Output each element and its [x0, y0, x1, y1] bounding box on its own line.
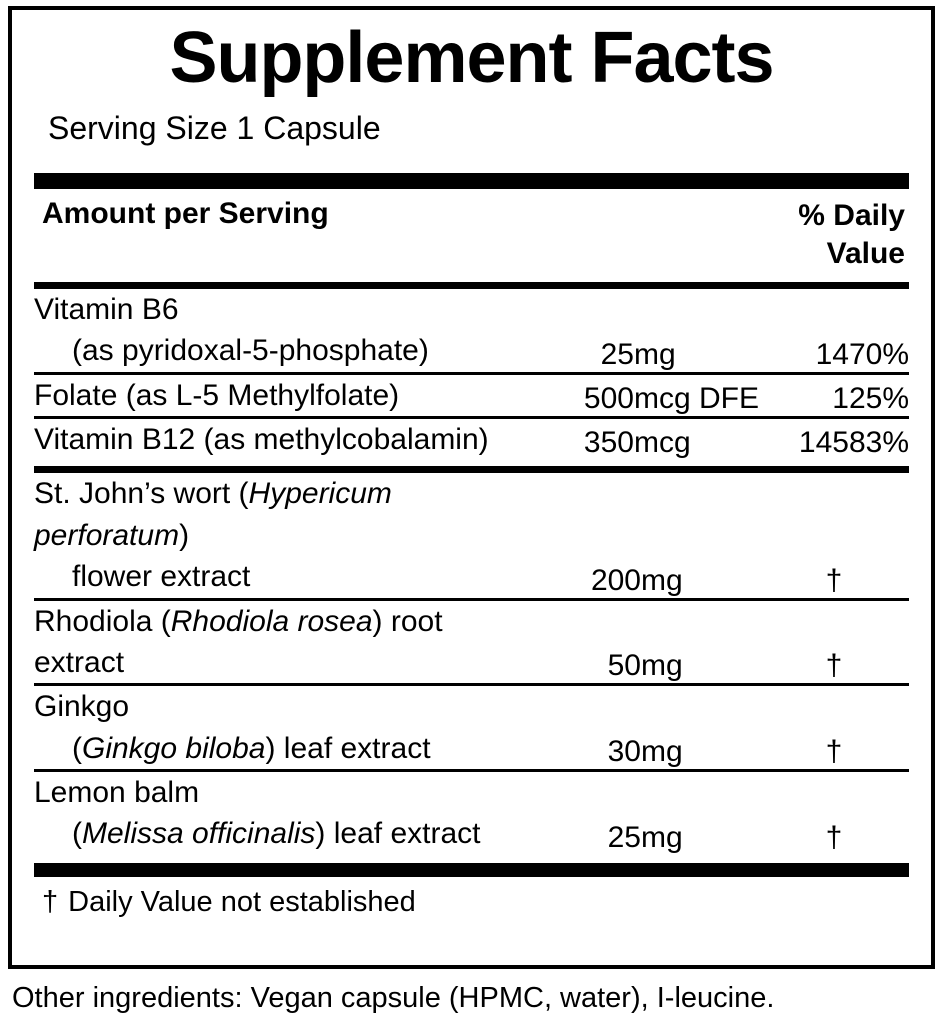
table-row	[34, 417, 909, 460]
nutrient-name-cell	[34, 289, 524, 373]
footnote-symbol: †	[42, 885, 59, 918]
nutrient-daily-value: 125%	[759, 373, 909, 417]
table-row	[34, 373, 909, 417]
nutrient-name-cell	[34, 771, 531, 855]
latin-name: Melissa officinalis	[82, 817, 316, 851]
table-row	[34, 289, 909, 373]
table-header-row	[34, 189, 909, 276]
nutrient-name-line1: Ginkgo	[34, 690, 130, 724]
nutrient-unit: mg	[641, 473, 759, 599]
nutrient-daily-value: 1470%	[759, 289, 909, 373]
daily-value-header	[798, 197, 905, 274]
nutrient-amount: 50	[531, 599, 641, 685]
nutrient-name-line1: Folate (as L-5 Methylfolate)	[34, 378, 400, 412]
latin-name: Hypericum perforatum	[34, 477, 392, 552]
name-post: ) leaf extract	[265, 731, 431, 765]
nutrient-name-cell	[34, 473, 531, 599]
nutrient-unit: mg	[634, 289, 759, 373]
nutrient-daily-value: †	[759, 599, 909, 685]
table-row	[34, 599, 909, 685]
name-post: ) root extract	[34, 604, 443, 679]
nutrient-name-cell	[34, 599, 531, 685]
nutrient-unit: mg	[641, 820, 683, 854]
botanicals-table	[34, 473, 909, 855]
nutrient-name-line1	[34, 477, 392, 551]
vitamins-table	[34, 289, 909, 461]
nutrient-name-line2	[34, 728, 531, 769]
footnote-text: Daily Value not established	[68, 885, 416, 918]
nutrient-name-line1: Vitamin B12 (as methylcobalamin)	[34, 422, 489, 456]
name-post: ) leaf extract	[315, 817, 481, 851]
section-divider-medium	[34, 466, 909, 473]
nutrient-daily-value: 14583%	[798, 426, 909, 460]
latin-name: Rhodiola rosea	[170, 604, 373, 638]
name-pre: Rhodiola (	[34, 604, 171, 638]
nutrient-amount: 200	[531, 473, 641, 599]
daily-value-header-line1: % Daily	[798, 199, 905, 232]
nutrient-amount: 25	[524, 289, 634, 373]
nutrient-daily-value: †	[825, 820, 843, 854]
nutrient-name-line1	[34, 605, 443, 679]
nutrient-name-line2: (as pyridoxal-5-phosphate)	[72, 334, 429, 368]
table-row	[34, 473, 909, 599]
nutrient-amount: 30	[531, 685, 641, 771]
header-divider-thick	[34, 173, 909, 189]
serving-size-text: Serving Size 1 Capsule	[48, 110, 381, 146]
table-row	[34, 771, 909, 855]
footnote	[34, 877, 909, 919]
nutrient-daily-value: †	[759, 685, 909, 771]
amount-per-serving-header: Amount per Serving	[42, 197, 329, 230]
supplement-facts-panel	[8, 6, 935, 969]
nutrient-amount: 350	[583, 426, 634, 460]
name-pre: St. John’s wort (	[34, 477, 249, 511]
daily-value-header-line2: Value	[826, 237, 905, 271]
footer-divider-thick	[34, 863, 909, 877]
nutrient-amount: 25	[607, 820, 641, 854]
nutrient-unit: mcg	[633, 426, 691, 460]
nutrient-name-line2: flower extract	[72, 560, 251, 594]
nutrient-daily-value: †	[759, 473, 909, 599]
nutrient-amount: 500	[524, 373, 634, 417]
nutrient-unit: mg	[641, 599, 759, 685]
latin-name: Ginkgo biloba	[82, 731, 266, 765]
page-title: Supplement Facts	[169, 18, 774, 98]
nutrient-name-cell	[34, 417, 524, 460]
nutrient-unit: mg	[641, 685, 759, 771]
nutrient-name-line1: Vitamin B6	[34, 292, 179, 326]
header-divider-medium	[34, 282, 909, 289]
nutrient-name-cell	[34, 685, 531, 771]
name-post: )	[179, 518, 190, 552]
nutrient-unit: mcg DFE	[634, 373, 759, 417]
name-pre: (	[72, 817, 82, 851]
name-pre: (	[72, 731, 82, 765]
table-row	[34, 685, 909, 771]
nutrient-name-line1: Lemon balm	[34, 776, 200, 810]
other-ingredients-text: Other ingredients: Vegan capsule (HPMC, water), I-leucine.	[12, 982, 775, 1014]
nutrient-name-line2	[34, 813, 531, 854]
nutrient-name-cell	[34, 373, 524, 417]
